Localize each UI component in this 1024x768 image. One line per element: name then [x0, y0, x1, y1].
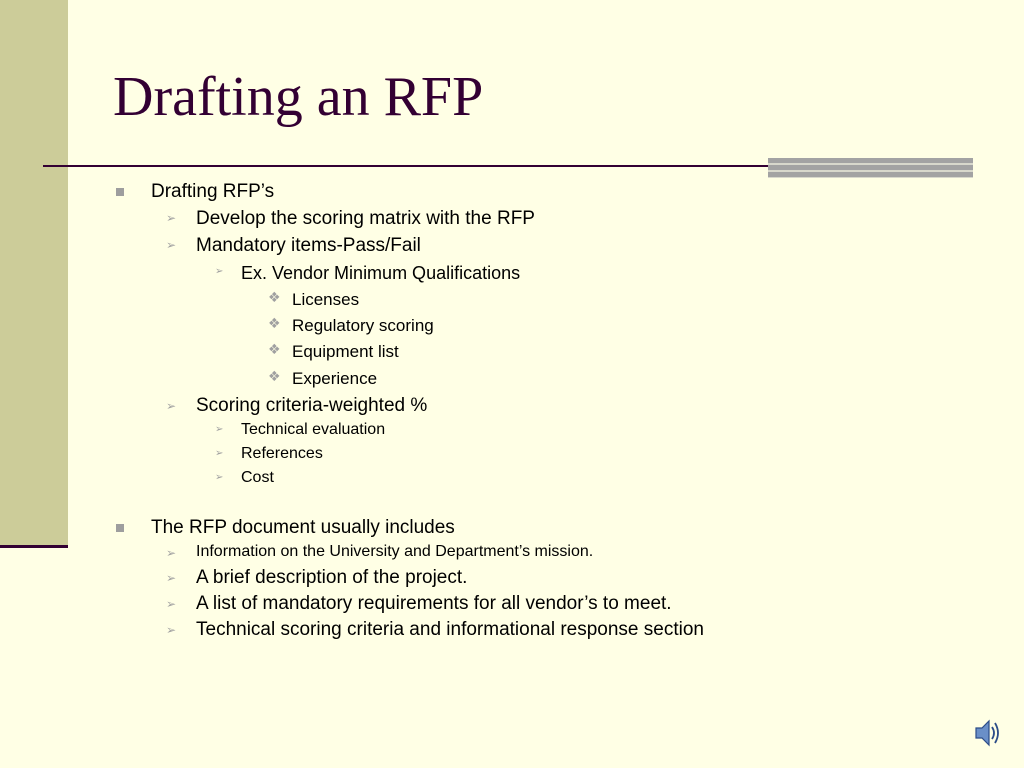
- list-item: Technical evaluation: [241, 421, 386, 438]
- square-bullet-icon: [116, 188, 124, 196]
- list-item: A list of mandatory requirements for all vendor’s to meet.: [196, 593, 672, 614]
- list-item: Ex. Vendor Minimum Qualifications: [241, 263, 521, 283]
- slide-title: Drafting an RFP: [113, 66, 484, 128]
- chevron-bullet-icon: ➢: [215, 424, 224, 435]
- list-item: Equipment list: [292, 342, 399, 361]
- diamond-bullet-icon: ❖: [268, 290, 281, 306]
- diamond-bullet-icon: ❖: [268, 342, 281, 358]
- square-bullet-icon: [116, 524, 124, 532]
- list-item: Experience: [292, 369, 378, 388]
- speaker-icon[interactable]: [972, 716, 1002, 750]
- chevron-bullet-icon: ➢: [166, 238, 177, 252]
- list-item: Mandatory items-Pass/Fail: [196, 235, 421, 256]
- chevron-bullet-icon: ➢: [166, 571, 177, 585]
- list-item: References: [241, 445, 323, 462]
- list-item: Develop the scoring matrix with the RFP: [196, 208, 535, 229]
- chevron-bullet-icon: ➢: [215, 472, 224, 483]
- section-heading: Drafting RFP’s: [151, 181, 275, 202]
- chevron-bullet-icon: ➢: [215, 448, 224, 459]
- diamond-bullet-icon: ❖: [268, 369, 281, 385]
- list-item: Scoring criteria-weighted %: [196, 395, 428, 416]
- chevron-bullet-icon: ➢: [166, 623, 177, 637]
- diamond-bullet-icon: ❖: [268, 316, 281, 332]
- chevron-bullet-icon: ➢: [166, 211, 177, 225]
- chevron-bullet-icon: ➢: [166, 546, 177, 560]
- chevron-bullet-icon: ➢: [166, 399, 177, 413]
- list-item: Regulatory scoring: [292, 316, 434, 335]
- list-item: Information on the University and Department’s mission.: [196, 543, 594, 560]
- section-heading: The RFP document usually includes: [151, 517, 455, 538]
- list-item: A brief description of the project.: [196, 567, 468, 588]
- chevron-bullet-icon: ➢: [166, 597, 177, 611]
- chevron-bullet-icon: ➢: [215, 266, 224, 277]
- list-item: Cost: [241, 469, 274, 486]
- list-item: Technical scoring criteria and informational response section: [196, 619, 704, 640]
- list-item: Licenses: [292, 290, 360, 309]
